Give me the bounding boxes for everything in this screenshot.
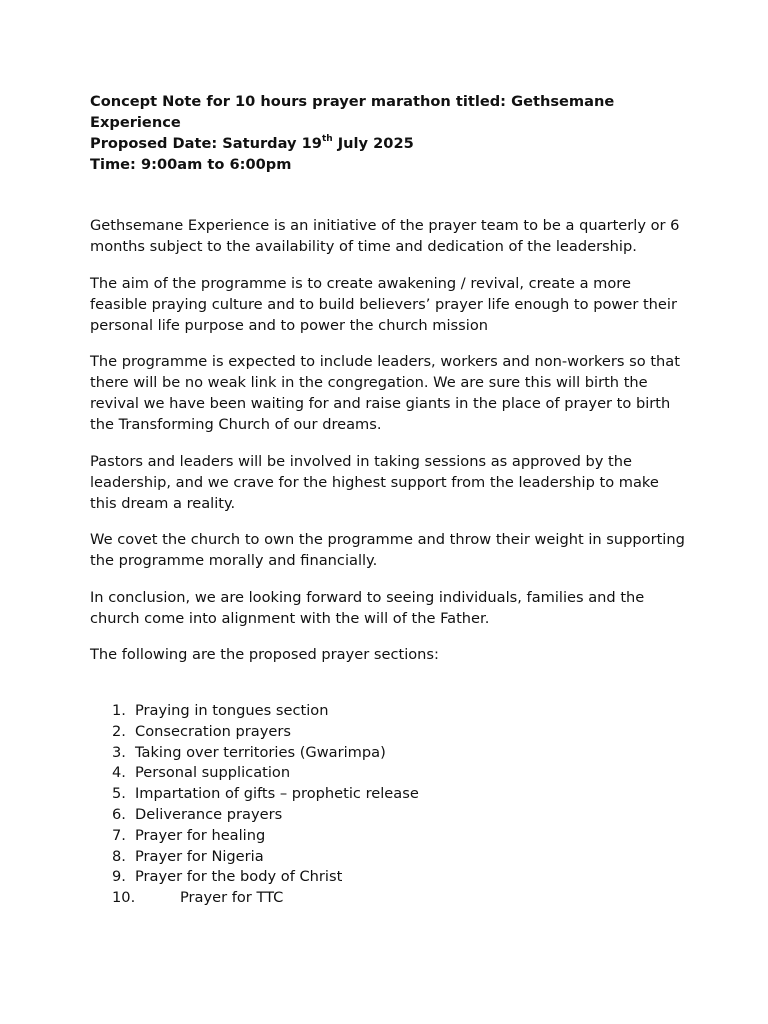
event-time: Time: 9:00am to 6:00pm: [90, 156, 292, 173]
paragraph-intro: Gethsemane Experience is an initiative of the prayer team to be a quarterly or 6 months subject to the availability of time and dedication of the leadership.: [90, 217, 680, 255]
list-item: [90, 826, 690, 847]
date-ordinal-suffix: th: [321, 134, 333, 145]
document-title-line-1: Concept Note for 10 hours prayer marathon titled: Gethsemane: [90, 93, 615, 110]
list-item-text: Praying in tongues section: [135, 702, 329, 719]
list-item-text: Taking over territories (Gwarimpa): [135, 743, 386, 761]
list-item-text: Impartation of gifts – prophetic release: [135, 785, 419, 803]
list-item: [90, 763, 690, 784]
list-item: [90, 867, 690, 888]
title-block: [90, 91, 690, 175]
document-page: [90, 91, 690, 909]
list-item: [90, 888, 690, 909]
prayer-sections-list: [90, 701, 690, 909]
list-item-number: 5.: [112, 785, 126, 803]
paragraph-support: We covet the church to own the programme and throw their weight in supporting the programme morally and financially.: [90, 531, 685, 569]
paragraph-conclusion: In conclusion, we are looking forward to seeing individuals, families and the church come into alignment with the will of the Father.: [90, 588, 645, 627]
proposed-date-month-year: July 2025: [332, 135, 414, 152]
paragraph-participants: The programme is expected to include leaders, workers and non-workers so that there will be no weak link in the congregation. We are sure this will birth the revival we have been waiting for and raise giants in the place of prayer to birth the Transforming Church of our dreams.: [90, 353, 680, 433]
list-item: [90, 722, 690, 743]
list-item: [90, 847, 690, 868]
paragraph-sessions: Pastors and leaders will be involved in taking sessions as approved by the leadership, and we crave for the highest support from the leadership to make this dream a reality.: [90, 452, 659, 512]
list-item: [90, 743, 690, 764]
list-item-number: 8.: [112, 847, 126, 865]
list-item: [90, 805, 690, 826]
list-item-number: 7.: [112, 826, 126, 844]
paragraph-aim: The aim of the programme is to create awakening / revival, create a more feasible praying culture and to build believers’ prayer life enough to power their personal life purpose and to power the church mission: [90, 274, 677, 334]
proposed-date: [90, 133, 690, 154]
list-item-number: 2.: [112, 722, 126, 740]
list-item-number: 4.: [112, 764, 126, 782]
list-item-text: Deliverance prayers: [135, 805, 283, 823]
paragraph-list-intro: The following are the proposed prayer sections:: [90, 646, 439, 663]
list-item-text: Prayer for the body of Christ: [135, 868, 343, 886]
list-item-text: Prayer for Nigeria: [135, 847, 264, 865]
list-item-text: Prayer for TTC: [180, 889, 284, 907]
list-item-number: 6.: [112, 805, 126, 823]
list-item-number: 1.: [112, 702, 126, 719]
list-item-text: Consecration prayers: [135, 722, 291, 740]
list-item-text: Personal supplication: [135, 764, 291, 782]
document-title-line-2: Experience: [90, 114, 181, 131]
proposed-date-text: Proposed Date: Saturday 19: [90, 135, 322, 152]
list-item-text: Prayer for healing: [135, 826, 266, 844]
list-item-number: 9.: [112, 868, 126, 886]
list-item: [90, 784, 690, 805]
list-item: [90, 701, 690, 722]
list-item-number: 10.: [112, 889, 136, 907]
list-item-number: 3.: [112, 743, 126, 761]
